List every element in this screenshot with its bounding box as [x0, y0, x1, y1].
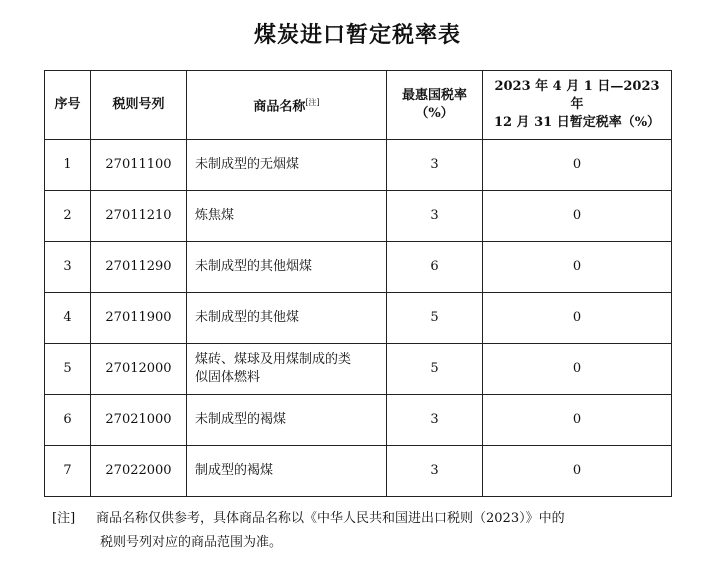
cell-seq: 1: [45, 140, 91, 191]
table-row: [45, 293, 672, 344]
cell-seq: 5: [45, 344, 91, 395]
cell-seq: 6: [45, 395, 91, 446]
cell-seq: 3: [45, 242, 91, 293]
document-title: 煤炭进口暂定税率表: [253, 22, 461, 48]
cell-name: 未制成型的其他烟煤: [187, 242, 387, 293]
cell-name: 未制成型的褐煤: [187, 395, 387, 446]
cell-temp-rate: 0: [483, 293, 672, 344]
header-temp-line2: 12 月 31 日暂定税率（%）: [493, 115, 661, 130]
cell-mfn-rate: 3: [387, 191, 483, 242]
table-row: [45, 344, 672, 395]
cell-code: 27011100: [91, 140, 187, 191]
header-temp-line1: 2023 年 4 月 1 日—2023 年: [494, 79, 660, 112]
cell-seq: 2: [45, 191, 91, 242]
cell-name: 未制成型的其他煤: [187, 293, 387, 344]
cell-name: [187, 344, 387, 395]
cell-name-line1: 煤砖、煤球及用煤制成的类: [195, 352, 352, 367]
tariff-table: [44, 70, 672, 497]
header-code: 税则号列: [91, 71, 187, 140]
header-seq: 序号: [45, 71, 91, 140]
table-row: [45, 191, 672, 242]
cell-mfn-rate: 5: [387, 293, 483, 344]
cell-temp-rate: 0: [483, 242, 672, 293]
cell-seq: 7: [45, 446, 91, 497]
cell-name: 制成型的褐煤: [187, 446, 387, 497]
header-name-label: 商品名称: [253, 99, 306, 115]
table-header-row: [45, 71, 672, 140]
cell-mfn-rate: 3: [387, 140, 483, 191]
table-row: [45, 395, 672, 446]
cell-name: 未制成型的无烟煤: [187, 140, 387, 191]
cell-code: 27011290: [91, 242, 187, 293]
cell-code: 27022000: [91, 446, 187, 497]
cell-mfn-rate: 3: [387, 395, 483, 446]
cell-temp-rate: 0: [483, 344, 672, 395]
cell-code: 27021000: [91, 395, 187, 446]
cell-temp-rate: 0: [483, 191, 672, 242]
table-row: [45, 242, 672, 293]
footnote: [52, 507, 677, 555]
header-name: [187, 71, 387, 140]
header-mfn-line1: 最惠国税率: [401, 88, 467, 103]
header-mfn-rate: [387, 71, 483, 140]
header-name-note-ref: [注]: [305, 97, 320, 107]
table-row: [45, 140, 672, 191]
cell-temp-rate: 0: [483, 446, 672, 497]
footnote-text-line1: 商品名称仅供参考，具体商品名称以《中华人民共和国进出口税则（2023）》中的: [96, 511, 565, 526]
header-temporary-rate: [483, 71, 672, 140]
cell-name-line2: 似固体燃料: [195, 370, 261, 385]
footnote-text-line2: 税则号列对应的商品范围为准。: [100, 535, 283, 550]
cell-code: 27011210: [91, 191, 187, 242]
cell-mfn-rate: 5: [387, 344, 483, 395]
cell-temp-rate: 0: [483, 395, 672, 446]
table-row: [45, 446, 672, 497]
cell-mfn-rate: 3: [387, 446, 483, 497]
cell-name: 炼焦煤: [187, 191, 387, 242]
header-mfn-line2: （%）: [415, 106, 454, 121]
footnote-line1: [52, 507, 677, 531]
cell-code: 27011900: [91, 293, 187, 344]
cell-seq: 4: [45, 293, 91, 344]
cell-code: 27012000: [91, 344, 187, 395]
cell-temp-rate: 0: [483, 140, 672, 191]
footnote-tag: [注]: [52, 511, 76, 526]
cell-mfn-rate: 6: [387, 242, 483, 293]
